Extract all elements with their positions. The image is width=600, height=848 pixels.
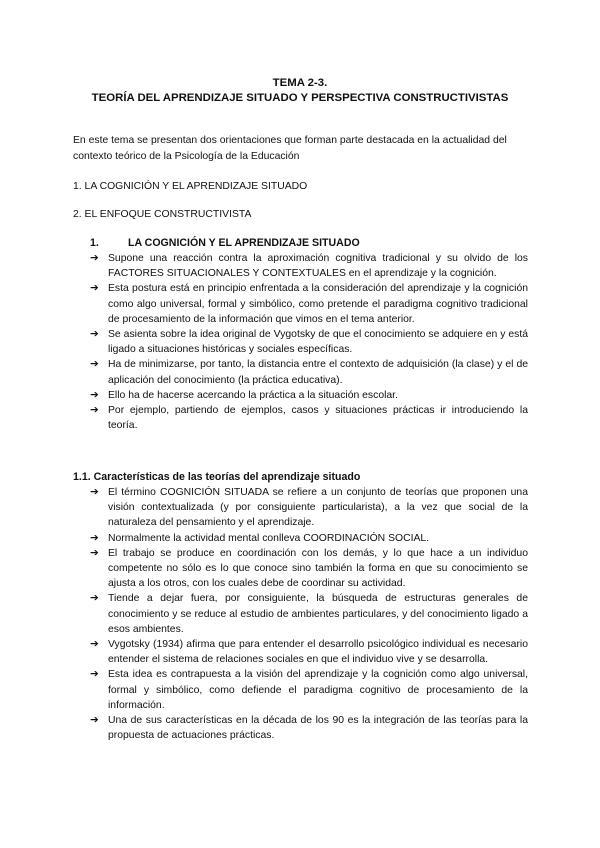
arrow-bullet-icon: ➔ (90, 531, 99, 544)
arrow-bullet-icon: ➔ (90, 668, 99, 681)
arrow-bullet-icon: ➔ (90, 388, 99, 401)
section-1-number: 1. (90, 237, 99, 249)
document-title: TEORÍA DEL APRENDIZAJE SITUADO Y PERSPECTIVA CONSTRUCTIVISTAS (91, 92, 509, 104)
section-1-heading (0, 236, 600, 251)
index-item-1: 1. LA COGNICIÓN Y EL APRENDIZAJE SITUADO (73, 181, 308, 192)
arrow-bullet-icon: ➔ (90, 592, 99, 605)
arrow-bullet-icon: ➔ (90, 358, 99, 371)
arrow-bullet-icon: ➔ (90, 714, 99, 727)
list-item: ➔ Vygotsky (1934) afirma que para entender el desarrollo psicológico individual es necesario entender el sistema de relaciones sociales en que el individuo vive y se desarrolla. (90, 638, 528, 666)
list-item: ➔ Se asienta sobre la idea original de Vygotsky de que el conocimiento se adquiere en y está ligado a situaciones históricas y sociales específicas. (90, 328, 528, 356)
section-1-title: LA COGNICIÓN Y EL APRENDIZAJE SITUADO (128, 237, 360, 249)
arrow-bullet-icon: ➔ (90, 328, 99, 341)
intro-paragraph: En este tema se presentan dos orientaciones que forman parte destacada en la actualidad del contexto teórico de la Psicología de la Educación (73, 135, 507, 162)
arrow-bullet-icon: ➔ (90, 638, 99, 651)
list-item: ➔ Por ejemplo, partiendo de ejemplos, casos y situaciones prácticas ir introduciendo la teoría. (90, 404, 528, 432)
section-1-list (90, 251, 528, 433)
list-item: ➔ El trabajo se produce en coordinación con los demás, y lo que hace a un individuo competente no sólo es lo que conoce sino también la forma en que su conocimiento se ajusta a los otros, con los cuales debe de coordinar su actividad. (90, 546, 528, 590)
arrow-bullet-icon: ➔ (90, 486, 99, 498)
list-item: ➔ Esta idea es contrapuesta a la visión del aprendizaje y la cognición como algo universal, formal y simbólico, como defiende el paradigma cognitivo de procesamiento de la información. (90, 668, 528, 711)
arrow-bullet-icon: ➔ (90, 404, 99, 417)
section-1-1-heading: 1.1. Características de las teorías del aprendizaje situado (73, 471, 361, 483)
list-item: ➔ Supone una reacción contra la aproximación cognitiva tradicional y su olvido de los FACTORES SITUACIONALES Y CONTEXTUALES en el aprendizaje y la cognición. (90, 252, 528, 280)
list-item: ➔ Tiende a dejar fuera, por consiguiente, la búsqueda de estructuras generales de conocimiento y se reduce al estudio de ambientes particulares, y del conocimiento ligado a esos ambientes. (90, 592, 528, 635)
list-item: ➔ Una de sus características en la década de los 90 es la integración de las teorías para la propuesta de actuaciones prácticas. (90, 714, 528, 742)
arrow-bullet-icon: ➔ (90, 282, 99, 295)
tema-number: TEMA 2-3. (272, 77, 328, 89)
list-item: ➔ Ha de minimizarse, por tanto, la distancia entre el contexto de adquisición (la clase) y el de aplicación del conocimiento (la práctica educativa). (90, 358, 528, 386)
list-item: ➔ Ello ha de hacerse acercando la práctica a la situación escolar. (90, 388, 528, 403)
arrow-bullet-icon: ➔ (90, 546, 99, 559)
list-item: ➔ Normalmente la actividad mental conlleva COORDINACIÓN SOCIAL. (90, 531, 528, 546)
list-item: ➔ El término COGNICIÓN SITUADA se refiere a un conjunto de teorías que proponen una visión contextualizada (y por consiguiente particularista), a la vez que social de la naturaleza del pensamiento y el aprendizaje. (90, 486, 528, 529)
arrow-bullet-icon: ➔ (90, 252, 99, 264)
index-item-2: 2. EL ENFOQUE CONSTRUCTIVISTA (73, 209, 252, 220)
list-item: ➔ Esta postura está en principio enfrentada a la consideración del aprendizaje y la cognición como algo universal, formal y simbólico, como pretende el paradigma cognitivo tradicional de procesamiento de la información que vimos en el tema anterior. (90, 282, 528, 325)
section-1-1-list (90, 485, 528, 743)
